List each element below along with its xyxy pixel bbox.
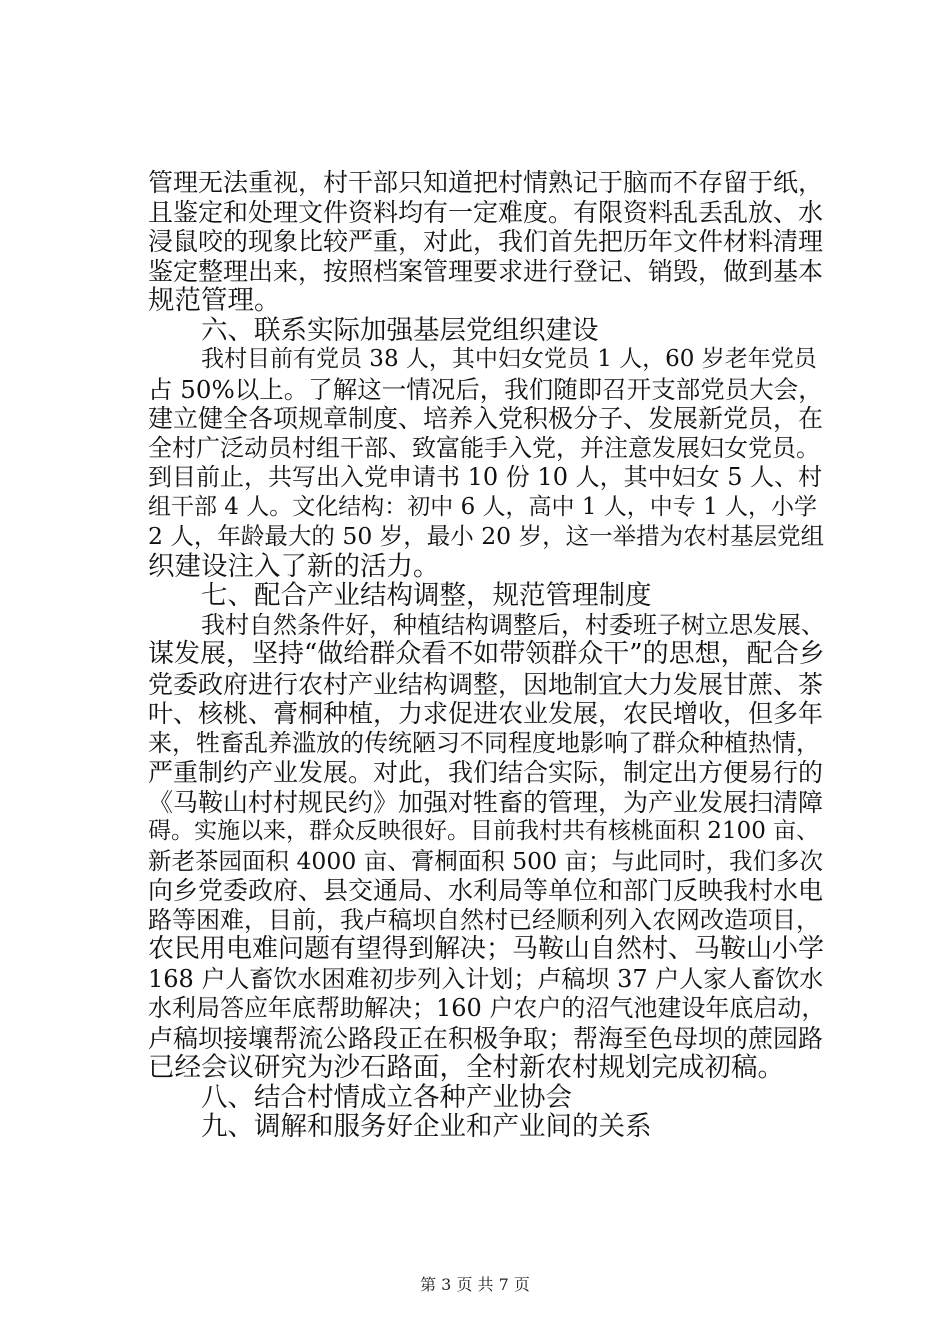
text-line: 我村自然条件好，种植结构调整后，村委班子树立思发展、	[201, 610, 825, 639]
text-line: 新老茶园面积 4000 亩、膏桐面积 500 亩；与此同时，我们多次	[148, 846, 824, 875]
text-line: 路等困难，目前，我卢稿坝自然村已经顺利列入农网改造项目，	[148, 905, 820, 934]
text-line: 2 人，年龄最大的 50 岁，最小 20 岁，这一举措为农村基层党组	[148, 522, 825, 550]
text-line: 卢稿坝接壤帮流公路段正在积极争取；帮海至色母坝的蔗园路	[148, 1023, 824, 1053]
page-footer: 第 3 页 共 7 页	[420, 1275, 530, 1294]
text-line: 组干部 4 人。文化结构：初中 6 人，高中 1 人，中专 1 人，小学	[148, 493, 818, 520]
text-line: 碍。实施以来，群众反映很好。目前我村共有核桃面积 2100 亩、	[148, 818, 820, 844]
text-line: 党委政府进行农村产业结构调整，因地制宜大力发展甘蔗、茶	[148, 669, 824, 699]
text-line: 浸鼠咬的现象比较严重，对此，我们首先把历年文件材料清理	[148, 227, 824, 256]
text-line: 向乡党委政府、县交通局、水利局等单位和部门反映我村水电	[148, 876, 824, 905]
text-line: 叶、核桃、膏桐种植，力求促进农业发展，农民增收，但多年	[148, 699, 824, 728]
text-line: 168 户人畜饮水困难初步列入计划；卢稿坝 37 户人家人畜饮水	[148, 964, 824, 993]
text-line: 鉴定整理出来，按照档案管理要求进行登记、销毁，做到基本	[148, 256, 824, 286]
text-line: 农民用电难问题有望得到解决；马鞍山自然村、马鞍山小学	[148, 934, 825, 964]
text-line: 八、结合村情成立各种产业协会	[201, 1081, 572, 1113]
text-line: 谋发展，坚持“做给群众看不如带领群众干”的思想，配合乡	[148, 639, 825, 669]
text-line: 建立健全各项规章制度、培养入党积极分子、发展新党员，在	[148, 404, 824, 433]
text-line: 占 50%以上。了解这一情况后，我们随即召开支部党员大会，	[148, 374, 823, 404]
text-line: 且鉴定和处理文件资料均有一定难度。有限资料乱丢乱放、水	[148, 197, 824, 227]
text-line: 到目前止，共写出入党申请书 10 份 10 人，其中妇女 5 人、村	[148, 463, 823, 491]
text-line: 六、联系实际加强基层党组织建设	[201, 314, 599, 346]
text-line: 《马鞍山村村规民约》加强对牲畜的管理，为产业发展扫清障	[148, 787, 824, 817]
document-body	[148, 168, 828, 1142]
text-line: 已经会议研究为沙石路面，全村新农村规划完成初稿。	[148, 1052, 784, 1083]
text-line: 七、配合产业结构调整，规范管理制度	[201, 580, 652, 611]
text-line: 我村目前有党员 38 人，其中妇女党员 1 人，60 岁老年党员	[201, 346, 817, 372]
text-line: 九、调解和服务好企业和产业间的关系	[201, 1111, 652, 1142]
text-line: 来，牲畜乱养滥放的传统陋习不同程度地影响了群众种植热情，	[148, 728, 820, 757]
text-line: 水利局答应年底帮助解决；160 户农户的沼气池建设年底启动，	[148, 994, 826, 1022]
text-line: 规范管理。	[148, 285, 281, 316]
text-line: 织建设注入了新的活力。	[148, 550, 440, 582]
text-line: 严重制约产业发展。对此，我们结合实际，制定出方便易行的	[148, 758, 824, 787]
text-line: 管理无法重视，村干部只知道把村情熟记于脑而不存留于纸，	[148, 168, 824, 197]
text-line: 全村广泛动员村组干部、致富能手入党，并注意发展妇女党员。	[148, 433, 820, 462]
